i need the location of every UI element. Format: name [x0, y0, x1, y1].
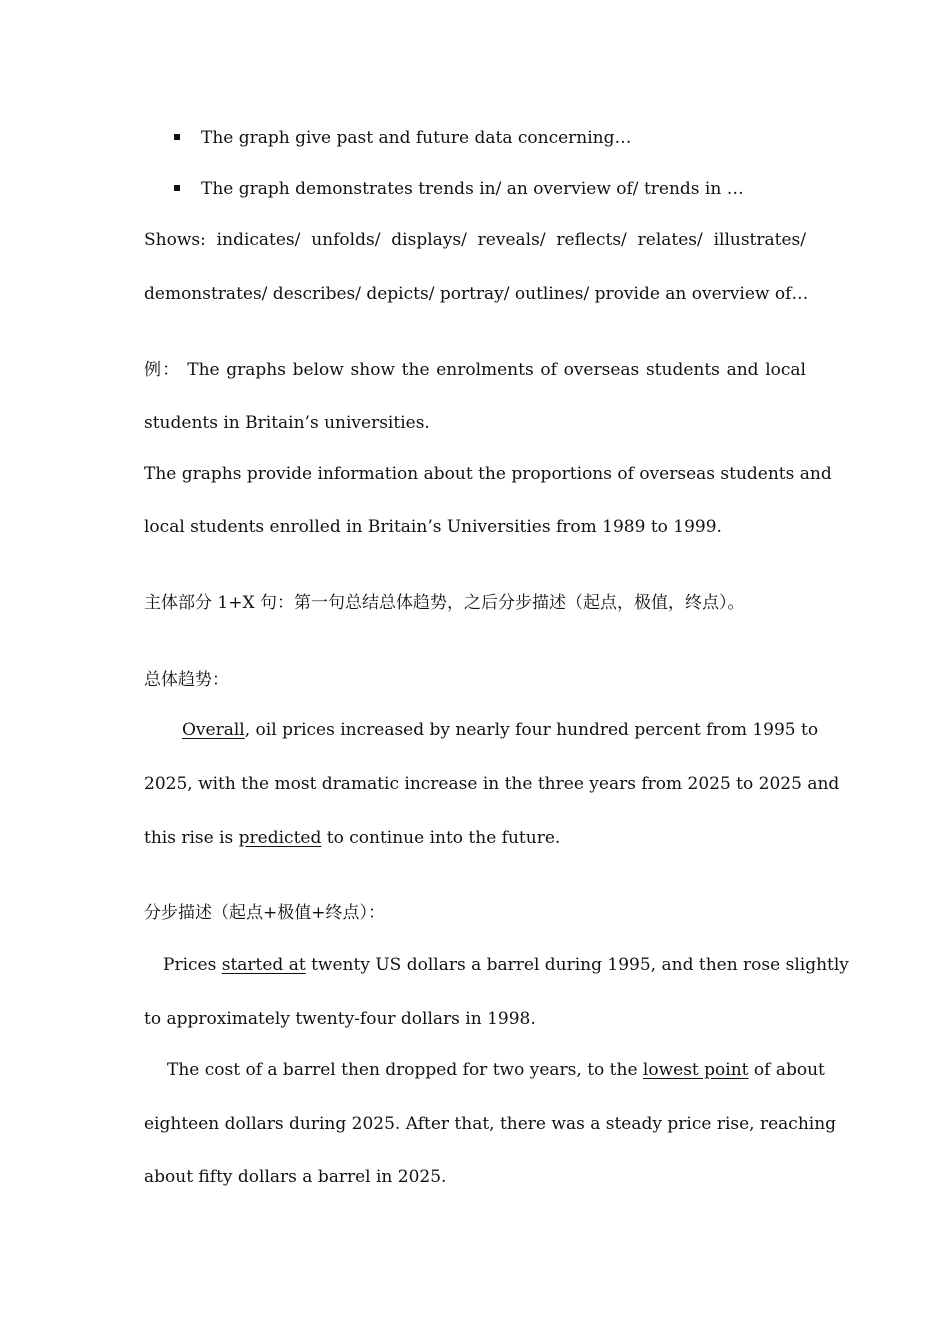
overall-keyword: Overall [182, 720, 245, 740]
example-line: The graphs provide information about the proportions of overseas students and [144, 464, 832, 484]
body-rule: 主体部分 1+X 句：第一句总结总体趋势，之后分步描述（起点，极值，终点）。 [144, 593, 745, 613]
overall-paragraph-line: 2025, with the most dramatic increase in the three years from 2025 to 2025 and [144, 774, 840, 794]
bullet-marker [174, 185, 180, 191]
bullet-item: The graph demonstrates trends in/ an overview of/ trends in … [201, 179, 744, 199]
bullet-item: The graph give past and future data concerning… [201, 128, 632, 148]
example-line: students in Britain’s universities. [144, 413, 430, 433]
shows-synonyms-line: Shows: indicates/ unfolds/ displays/ reveals/ reflects/ relates/ illustrates/ [144, 230, 806, 250]
example-line: 例： The graphs below show the enrolments of overseas students and local [144, 360, 806, 380]
steps-paragraph-line: eighteen dollars during 2025. After that, there was a steady price rise, reaching [144, 1114, 837, 1134]
lowest-point-keyword: lowest point [642, 1060, 749, 1080]
example-line: local students enrolled in Britain’s Universities from 1989 to 1999. [144, 517, 722, 537]
steps-paragraph-line: about fifty dollars a barrel in 2025. [144, 1167, 447, 1187]
predicted-keyword: predicted [238, 828, 322, 848]
steps-heading: 分步描述（起点+极值+终点）： [144, 903, 385, 923]
steps-paragraph-line: Prices started at twenty US dollars a barrel during 1995, and then rose slightly [163, 955, 849, 975]
steps-paragraph-line: The cost of a barrel then dropped for two years, to the lowest point of about [167, 1060, 825, 1080]
started-at-keyword: started at [221, 955, 306, 975]
steps-paragraph-line: to approximately twenty-four dollars in 1998. [144, 1009, 536, 1029]
overall-paragraph-line: Overall, oil prices increased by nearly four hundred percent from 1995 to [182, 720, 819, 740]
overall-heading: 总体趋势： [144, 670, 229, 690]
shows-synonyms-line: demonstrates/ describes/ depicts/ portray/ outlines/ provide an overview of… [144, 284, 809, 304]
bullet-marker [174, 134, 180, 140]
overall-paragraph-line: this rise is predicted to continue into the future. [144, 828, 561, 848]
